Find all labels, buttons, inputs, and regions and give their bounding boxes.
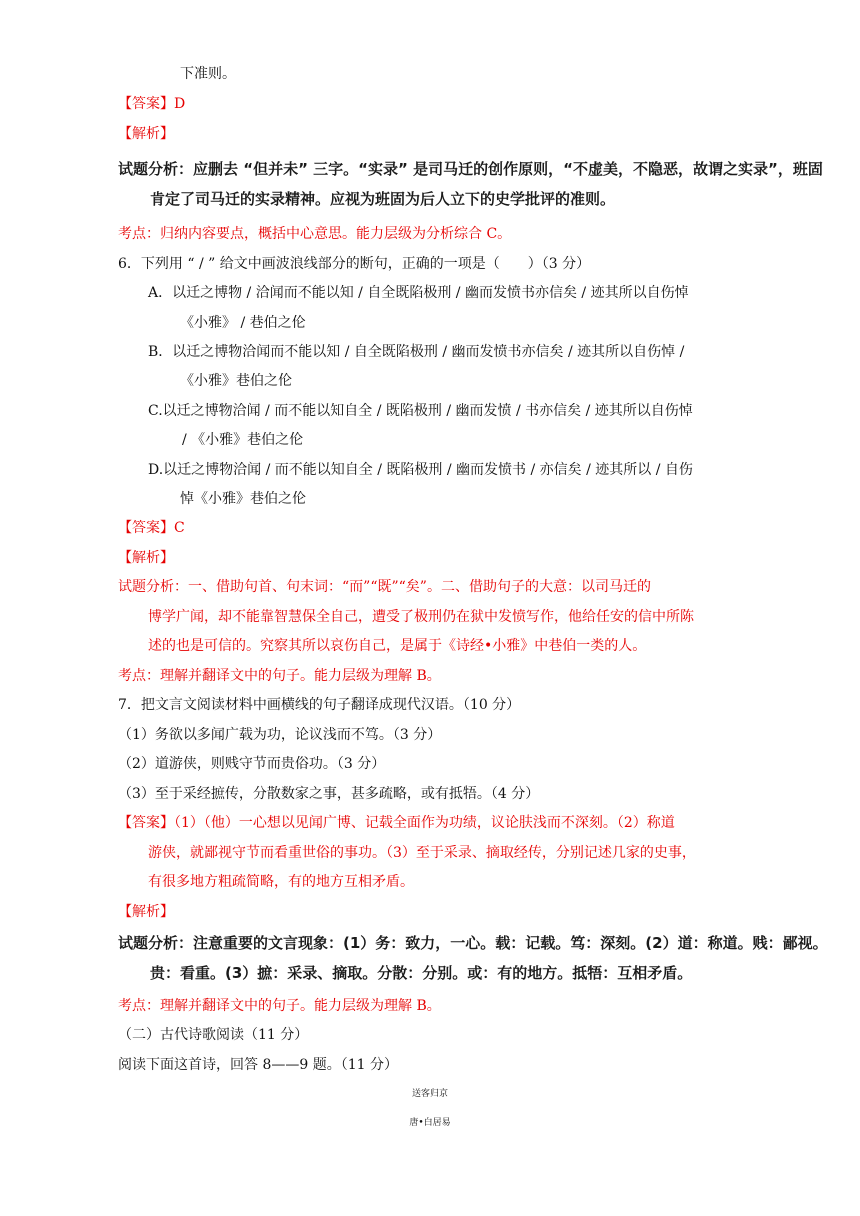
option-a: A．以迁之博物 / 洽闻而不能以知 / 自全既陷极刑 / 幽而发愤书亦信矣 / 迹其所以自伤悼 (148, 285, 689, 301)
analysis-text: 试题分析：注意重要的文言现象：(1）务：致力，一心。载：记载。笃：深刻。(2）道：称道。贱：鄙视。 (118, 934, 828, 952)
analysis-label: 【解析】 (118, 126, 174, 142)
analysis-text: 述的也是可信的。究察其所以哀伤自己，是属于《诗经•小雅》中巷伯一类的人。 (148, 638, 647, 654)
analysis-text: 试题分析：应删去 “但并未” 三字。“实录” 是司马迁的创作原则，“不虚美，不隐恶，故谓之实录”，班固 (118, 160, 823, 178)
analysis-text: 博学广闻，却不能靠智慧保全自己，遭受了极刑仍在狱中发愤写作，他给任安的信中所陈 (148, 609, 694, 625)
option-d: D.以迁之博物洽闻 / 而不能以知自全 / 既陷极刑 / 幽而发愤书 / 亦信矣 / 迹其所以 / 自伤 (148, 462, 693, 478)
answer-text: 有很多地方粗疏简略，有的地方互相矛盾。 (148, 874, 414, 890)
question-title: 7．把文言文阅读材料中画横线的句子翻译成现代汉语。（10 分） (118, 697, 521, 713)
section-heading: （二）古代诗歌阅读（11 分） (118, 1027, 309, 1043)
key-point: 考点：归纳内容要点，概括中心意思。能力层级为分析综合 C。 (118, 226, 512, 242)
analysis-label: 【解析】 (118, 550, 174, 566)
option-c-cont: / 《小雅》巷伯之伦 (182, 432, 304, 448)
answer-text: 【答案】（1）（他）一心想以见闻广博、记载全面作为功绩，议论肤浅而不深刻。（2）称道 (118, 815, 675, 831)
instruction-text: 阅读下面这首诗，回答 8——9 题。（11 分） (118, 1057, 398, 1073)
answer-label: 【答案】C (118, 520, 185, 536)
option-c: C.以迁之博物洽闻 / 而不能以知自全 / 既陷极刑 / 幽而发愤 / 书亦信矣 / 迹其所以自伤悼 (148, 403, 693, 419)
key-point: 考点：理解并翻译文中的句子。能力层级为理解 B。 (118, 998, 441, 1014)
answer-text: 游侠，就鄙视守节而看重世俗的事功。（3）至于采录、摘取经传，分别记述几家的史事， (148, 845, 696, 861)
text-line: 下准则。 (180, 66, 236, 82)
poem-title: 送客归京 (411, 1089, 448, 1099)
analysis-text: 试题分析：一、借助句首、句末词：“而”“既”“矣”。二、借助句子的大意：以司马迁的 (118, 579, 651, 595)
option-b: B．以迁之博物洽闻而不能以知 / 自全既陷极刑 / 幽而发愤书亦信矣 / 迹其所以自伤悼 / (148, 344, 685, 360)
option-b-cont: 《小雅》巷伯之伦 (180, 373, 292, 389)
key-point: 考点：理解并翻译文中的句子。能力层级为理解 B。 (118, 668, 441, 684)
analysis-text: 肯定了司马迁的实录精神。应视为班固为后人立下的史学批评的准则。 (150, 190, 616, 208)
analysis-label: 【解析】 (118, 904, 174, 920)
sub-question: （3）至于采经摭传，分散数家之事，甚多疏略，或有抵牾。（4 分） (118, 786, 540, 802)
answer-label: 【答案】D (118, 96, 186, 112)
option-d-cont: 悼《小雅》巷伯之伦 (180, 491, 306, 507)
question-title: 6．下列用 “ / ” 给文中画波浪线部分的断句，正确的一项是（ ）（3 分） (118, 256, 591, 272)
analysis-text: 贵：看重。(3）摭：采录、摘取。分散：分别。或：有的地方。抵牾：互相矛盾。 (150, 964, 693, 982)
sub-question: （2）道游侠，则贱守节而贵俗功。（3 分） (118, 756, 386, 772)
option-a-cont: 《小雅》 / 巷伯之伦 (180, 315, 306, 331)
poem-author: 唐•白居易 (409, 1118, 451, 1128)
sub-question: （1）务欲以多闻广载为功，论议浅而不笃。（3 分） (118, 727, 442, 743)
